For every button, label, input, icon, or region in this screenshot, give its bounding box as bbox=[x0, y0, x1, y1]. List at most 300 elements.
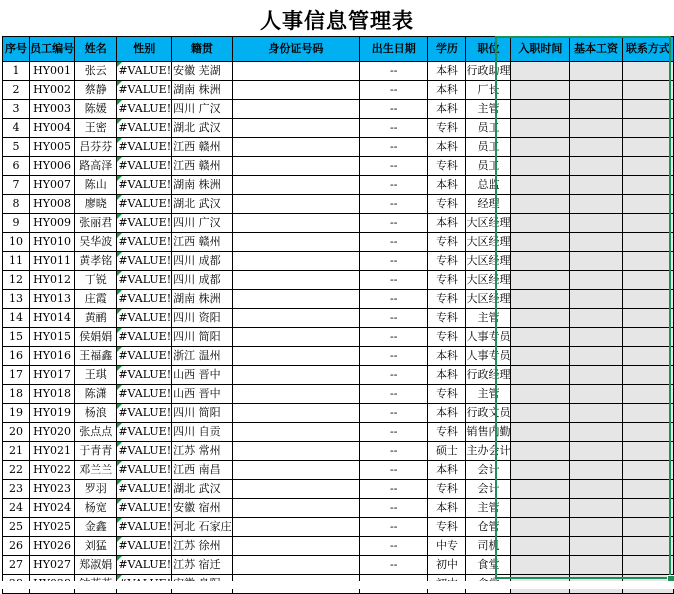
table-cell[interactable]: -- bbox=[360, 157, 428, 176]
table-cell[interactable]: HY014 bbox=[30, 309, 75, 328]
table-cell[interactable]: 专科 bbox=[428, 290, 466, 309]
table-cell[interactable]: -- bbox=[360, 347, 428, 366]
table-cell[interactable]: #VALUE! bbox=[117, 81, 172, 100]
table-cell[interactable] bbox=[232, 62, 359, 81]
table-cell[interactable]: 27 bbox=[3, 556, 30, 575]
table-cell[interactable]: 17 bbox=[3, 366, 30, 385]
column-header[interactable]: 职位 bbox=[466, 37, 511, 62]
table-cell[interactable]: 山西 晋中 bbox=[172, 385, 233, 404]
table-cell[interactable]: -- bbox=[360, 252, 428, 271]
table-cell[interactable]: -- bbox=[360, 214, 428, 233]
table-cell[interactable] bbox=[622, 233, 673, 252]
table-cell[interactable] bbox=[511, 537, 570, 556]
table-cell[interactable]: HY008 bbox=[30, 195, 75, 214]
table-cell[interactable] bbox=[622, 62, 673, 81]
table-cell[interactable] bbox=[570, 404, 623, 423]
table-cell[interactable]: 主管 bbox=[466, 499, 511, 518]
column-header[interactable]: 序号 bbox=[3, 37, 30, 62]
table-cell[interactable]: 张点点 bbox=[75, 423, 117, 442]
table-cell[interactable]: #VALUE! bbox=[117, 309, 172, 328]
column-header[interactable]: 性别 bbox=[117, 37, 172, 62]
table-cell[interactable]: HY017 bbox=[30, 366, 75, 385]
column-header[interactable]: 出生日期 bbox=[360, 37, 428, 62]
table-cell[interactable]: 26 bbox=[3, 537, 30, 556]
table-cell[interactable] bbox=[622, 461, 673, 480]
table-cell[interactable]: 专科 bbox=[428, 328, 466, 347]
table-cell[interactable]: 23 bbox=[3, 480, 30, 499]
table-cell[interactable]: 食堂 bbox=[466, 556, 511, 575]
table-cell[interactable]: 22 bbox=[3, 461, 30, 480]
table-cell[interactable]: 员工 bbox=[466, 157, 511, 176]
table-cell[interactable]: 本科 bbox=[428, 366, 466, 385]
table-cell[interactable]: 路高泽 bbox=[75, 157, 117, 176]
table-cell[interactable] bbox=[570, 100, 623, 119]
table-cell[interactable] bbox=[570, 119, 623, 138]
table-cell[interactable] bbox=[622, 385, 673, 404]
table-cell[interactable] bbox=[232, 252, 359, 271]
table-cell[interactable]: 江苏 宿迁 bbox=[172, 556, 233, 575]
table-cell[interactable]: 丁锐 bbox=[75, 271, 117, 290]
table-cell[interactable] bbox=[232, 347, 359, 366]
table-cell[interactable] bbox=[232, 309, 359, 328]
table-cell[interactable] bbox=[511, 461, 570, 480]
table-cell[interactable]: #VALUE! bbox=[117, 499, 172, 518]
table-cell[interactable] bbox=[570, 480, 623, 499]
table-cell[interactable]: 司机 bbox=[466, 537, 511, 556]
table-cell[interactable]: HY016 bbox=[30, 347, 75, 366]
table-cell[interactable] bbox=[622, 100, 673, 119]
table-cell[interactable] bbox=[232, 537, 359, 556]
table-cell[interactable] bbox=[622, 214, 673, 233]
table-cell[interactable]: HY023 bbox=[30, 480, 75, 499]
table-cell[interactable]: 吕芬芬 bbox=[75, 138, 117, 157]
table-cell[interactable] bbox=[570, 518, 623, 537]
table-cell[interactable]: 安徽 芜湖 bbox=[172, 62, 233, 81]
table-cell[interactable] bbox=[511, 100, 570, 119]
table-cell[interactable]: #VALUE! bbox=[117, 252, 172, 271]
table-cell[interactable] bbox=[232, 385, 359, 404]
table-cell[interactable]: 硕士 bbox=[428, 442, 466, 461]
table-cell[interactable]: 本科 bbox=[428, 214, 466, 233]
column-header[interactable]: 员工编号 bbox=[30, 37, 75, 62]
table-cell[interactable] bbox=[232, 81, 359, 100]
table-cell[interactable]: 行政助理 bbox=[466, 62, 511, 81]
table-cell[interactable]: -- bbox=[360, 366, 428, 385]
table-cell[interactable]: #VALUE! bbox=[117, 176, 172, 195]
table-cell[interactable] bbox=[511, 252, 570, 271]
table-cell[interactable] bbox=[622, 537, 673, 556]
table-cell[interactable] bbox=[232, 271, 359, 290]
table-cell[interactable] bbox=[511, 309, 570, 328]
table-cell[interactable] bbox=[570, 442, 623, 461]
table-cell[interactable]: -- bbox=[360, 309, 428, 328]
table-cell[interactable] bbox=[622, 328, 673, 347]
table-cell[interactable]: HY025 bbox=[30, 518, 75, 537]
column-header[interactable]: 姓名 bbox=[75, 37, 117, 62]
table-cell[interactable]: 4 bbox=[3, 119, 30, 138]
table-cell[interactable] bbox=[511, 347, 570, 366]
table-cell[interactable]: HY009 bbox=[30, 214, 75, 233]
table-cell[interactable]: -- bbox=[360, 423, 428, 442]
table-cell[interactable]: 侯娟娟 bbox=[75, 328, 117, 347]
column-header[interactable]: 联系方式 bbox=[622, 37, 673, 62]
table-cell[interactable]: 6 bbox=[3, 157, 30, 176]
table-cell[interactable]: 四川 资阳 bbox=[172, 309, 233, 328]
table-cell[interactable]: 本科 bbox=[428, 62, 466, 81]
table-cell[interactable]: 湖南 株洲 bbox=[172, 290, 233, 309]
table-cell[interactable] bbox=[570, 499, 623, 518]
table-cell[interactable] bbox=[511, 290, 570, 309]
table-cell[interactable]: 本科 bbox=[428, 81, 466, 100]
table-cell[interactable] bbox=[622, 290, 673, 309]
table-cell[interactable]: HY007 bbox=[30, 176, 75, 195]
table-cell[interactable] bbox=[570, 347, 623, 366]
table-cell[interactable]: #VALUE! bbox=[117, 138, 172, 157]
table-cell[interactable] bbox=[511, 81, 570, 100]
table-cell[interactable]: 安徽 宿州 bbox=[172, 499, 233, 518]
table-cell[interactable] bbox=[570, 423, 623, 442]
table-cell[interactable]: #VALUE! bbox=[117, 195, 172, 214]
table-cell[interactable]: 主管 bbox=[466, 385, 511, 404]
table-cell[interactable] bbox=[570, 62, 623, 81]
table-cell[interactable] bbox=[511, 366, 570, 385]
table-cell[interactable]: HY010 bbox=[30, 233, 75, 252]
table-cell[interactable]: 10 bbox=[3, 233, 30, 252]
table-cell[interactable]: -- bbox=[360, 119, 428, 138]
table-cell[interactable]: 中专 bbox=[428, 537, 466, 556]
table-cell[interactable]: 仓管 bbox=[466, 518, 511, 537]
table-cell[interactable]: HY005 bbox=[30, 138, 75, 157]
table-cell[interactable] bbox=[232, 328, 359, 347]
table-cell[interactable]: -- bbox=[360, 138, 428, 157]
table-cell[interactable]: 专科 bbox=[428, 233, 466, 252]
table-cell[interactable] bbox=[511, 442, 570, 461]
table-cell[interactable]: 销售内勤 bbox=[466, 423, 511, 442]
table-cell[interactable] bbox=[570, 385, 623, 404]
table-cell[interactable]: 廖晓 bbox=[75, 195, 117, 214]
table-cell[interactable]: 蔡静 bbox=[75, 81, 117, 100]
table-cell[interactable]: 江苏 常州 bbox=[172, 442, 233, 461]
table-cell[interactable]: 行政文员 bbox=[466, 404, 511, 423]
table-cell[interactable]: -- bbox=[360, 461, 428, 480]
table-cell[interactable] bbox=[570, 233, 623, 252]
table-cell[interactable]: 湖北 武汉 bbox=[172, 480, 233, 499]
table-cell[interactable]: HY011 bbox=[30, 252, 75, 271]
column-header[interactable]: 基本工资 bbox=[570, 37, 623, 62]
table-cell[interactable] bbox=[232, 290, 359, 309]
table-cell[interactable]: #VALUE! bbox=[117, 214, 172, 233]
table-cell[interactable] bbox=[622, 119, 673, 138]
table-cell[interactable]: -- bbox=[360, 62, 428, 81]
table-cell[interactable] bbox=[232, 214, 359, 233]
table-cell[interactable] bbox=[570, 157, 623, 176]
table-cell[interactable]: #VALUE! bbox=[117, 271, 172, 290]
table-cell[interactable] bbox=[511, 404, 570, 423]
table-cell[interactable]: 庄霞 bbox=[75, 290, 117, 309]
table-cell[interactable] bbox=[232, 423, 359, 442]
table-cell[interactable]: 会计 bbox=[466, 480, 511, 499]
table-cell[interactable] bbox=[511, 195, 570, 214]
table-cell[interactable]: 19 bbox=[3, 404, 30, 423]
table-cell[interactable]: 专科 bbox=[428, 518, 466, 537]
table-cell[interactable] bbox=[622, 271, 673, 290]
table-cell[interactable] bbox=[570, 537, 623, 556]
table-cell[interactable]: #VALUE! bbox=[117, 328, 172, 347]
table-cell[interactable]: 刘猛 bbox=[75, 537, 117, 556]
table-cell[interactable]: -- bbox=[360, 499, 428, 518]
table-cell[interactable]: HY001 bbox=[30, 62, 75, 81]
column-header[interactable]: 籍贯 bbox=[172, 37, 233, 62]
table-cell[interactable] bbox=[232, 461, 359, 480]
table-cell[interactable] bbox=[570, 81, 623, 100]
table-cell[interactable] bbox=[622, 518, 673, 537]
table-cell[interactable]: -- bbox=[360, 271, 428, 290]
table-cell[interactable] bbox=[511, 138, 570, 157]
table-cell[interactable]: #VALUE! bbox=[117, 290, 172, 309]
table-cell[interactable]: 3 bbox=[3, 100, 30, 119]
table-cell[interactable]: 初中 bbox=[428, 556, 466, 575]
table-cell[interactable] bbox=[232, 233, 359, 252]
table-cell[interactable]: #VALUE! bbox=[117, 366, 172, 385]
table-cell[interactable] bbox=[511, 556, 570, 575]
table-cell[interactable]: 湖北 武汉 bbox=[172, 195, 233, 214]
table-cell[interactable]: 本科 bbox=[428, 404, 466, 423]
table-cell[interactable] bbox=[511, 176, 570, 195]
table-cell[interactable] bbox=[622, 442, 673, 461]
table-cell[interactable]: 山西 晋中 bbox=[172, 366, 233, 385]
table-cell[interactable]: 本科 bbox=[428, 176, 466, 195]
table-cell[interactable]: HY012 bbox=[30, 271, 75, 290]
table-cell[interactable] bbox=[570, 556, 623, 575]
table-cell[interactable] bbox=[511, 62, 570, 81]
table-cell[interactable] bbox=[570, 176, 623, 195]
table-cell[interactable]: -- bbox=[360, 290, 428, 309]
table-cell[interactable] bbox=[511, 499, 570, 518]
table-cell[interactable]: 5 bbox=[3, 138, 30, 157]
table-cell[interactable]: 专科 bbox=[428, 157, 466, 176]
table-cell[interactable]: 专科 bbox=[428, 195, 466, 214]
column-header[interactable]: 入职时间 bbox=[511, 37, 570, 62]
table-cell[interactable] bbox=[622, 423, 673, 442]
table-cell[interactable]: 9 bbox=[3, 214, 30, 233]
table-cell[interactable] bbox=[570, 195, 623, 214]
table-cell[interactable] bbox=[232, 404, 359, 423]
table-cell[interactable]: #VALUE! bbox=[117, 461, 172, 480]
table-cell[interactable]: 杨浪 bbox=[75, 404, 117, 423]
table-cell[interactable] bbox=[622, 81, 673, 100]
table-cell[interactable]: 江西 南昌 bbox=[172, 461, 233, 480]
table-cell[interactable] bbox=[511, 423, 570, 442]
table-cell[interactable]: -- bbox=[360, 404, 428, 423]
table-cell[interactable]: #VALUE! bbox=[117, 423, 172, 442]
table-cell[interactable]: 专科 bbox=[428, 480, 466, 499]
table-cell[interactable] bbox=[622, 309, 673, 328]
table-cell[interactable]: -- bbox=[360, 556, 428, 575]
table-cell[interactable]: 王密 bbox=[75, 119, 117, 138]
table-cell[interactable] bbox=[232, 499, 359, 518]
table-cell[interactable]: 四川 广汉 bbox=[172, 214, 233, 233]
table-cell[interactable]: 人事专员 bbox=[466, 328, 511, 347]
table-cell[interactable]: #VALUE! bbox=[117, 347, 172, 366]
table-cell[interactable]: -- bbox=[360, 537, 428, 556]
table-cell[interactable] bbox=[511, 480, 570, 499]
table-cell[interactable]: 大区经理 bbox=[466, 233, 511, 252]
table-cell[interactable] bbox=[570, 271, 623, 290]
table-cell[interactable]: 四川 成都 bbox=[172, 271, 233, 290]
table-cell[interactable] bbox=[622, 347, 673, 366]
table-cell[interactable]: 专科 bbox=[428, 309, 466, 328]
table-cell[interactable]: #VALUE! bbox=[117, 233, 172, 252]
table-cell[interactable]: 陈潇 bbox=[75, 385, 117, 404]
table-cell[interactable]: 专科 bbox=[428, 385, 466, 404]
table-cell[interactable]: 21 bbox=[3, 442, 30, 461]
table-cell[interactable]: 金鑫 bbox=[75, 518, 117, 537]
table-cell[interactable]: -- bbox=[360, 442, 428, 461]
table-cell[interactable]: HY022 bbox=[30, 461, 75, 480]
table-cell[interactable]: 2 bbox=[3, 81, 30, 100]
table-cell[interactable] bbox=[622, 366, 673, 385]
table-cell[interactable]: 黄孝铭 bbox=[75, 252, 117, 271]
table-cell[interactable]: 行政经理 bbox=[466, 366, 511, 385]
table-cell[interactable]: 专科 bbox=[428, 119, 466, 138]
table-cell[interactable]: 主管 bbox=[466, 100, 511, 119]
table-cell[interactable]: 陈山 bbox=[75, 176, 117, 195]
table-cell[interactable]: 本科 bbox=[428, 138, 466, 157]
table-cell[interactable]: -- bbox=[360, 176, 428, 195]
table-cell[interactable] bbox=[622, 252, 673, 271]
table-cell[interactable]: HY021 bbox=[30, 442, 75, 461]
table-cell[interactable]: -- bbox=[360, 385, 428, 404]
table-cell[interactable]: 1 bbox=[3, 62, 30, 81]
table-cell[interactable]: 13 bbox=[3, 290, 30, 309]
table-cell[interactable]: HY019 bbox=[30, 404, 75, 423]
table-cell[interactable]: 江西 赣州 bbox=[172, 157, 233, 176]
table-cell[interactable]: -- bbox=[360, 233, 428, 252]
table-cell[interactable]: 大区经理 bbox=[466, 252, 511, 271]
table-cell[interactable]: 大区经理 bbox=[466, 214, 511, 233]
table-cell[interactable]: 16 bbox=[3, 347, 30, 366]
table-cell[interactable]: HY026 bbox=[30, 537, 75, 556]
table-cell[interactable] bbox=[570, 214, 623, 233]
table-cell[interactable] bbox=[232, 176, 359, 195]
table-cell[interactable] bbox=[570, 138, 623, 157]
table-cell[interactable]: HY018 bbox=[30, 385, 75, 404]
table-cell[interactable]: 7 bbox=[3, 176, 30, 195]
table-cell[interactable]: 经理 bbox=[466, 195, 511, 214]
table-cell[interactable]: #VALUE! bbox=[117, 404, 172, 423]
table-cell[interactable]: 河北 石家庄 bbox=[172, 518, 233, 537]
table-cell[interactable] bbox=[511, 214, 570, 233]
table-cell[interactable] bbox=[232, 480, 359, 499]
table-cell[interactable]: 本科 bbox=[428, 461, 466, 480]
table-cell[interactable]: #VALUE! bbox=[117, 442, 172, 461]
table-cell[interactable]: 15 bbox=[3, 328, 30, 347]
table-cell[interactable]: 郑淑娟 bbox=[75, 556, 117, 575]
table-cell[interactable]: 湖北 武汉 bbox=[172, 119, 233, 138]
table-cell[interactable]: #VALUE! bbox=[117, 480, 172, 499]
table-cell[interactable] bbox=[232, 442, 359, 461]
table-cell[interactable] bbox=[570, 252, 623, 271]
table-cell[interactable] bbox=[232, 157, 359, 176]
table-cell[interactable] bbox=[622, 195, 673, 214]
table-cell[interactable] bbox=[232, 366, 359, 385]
table-cell[interactable] bbox=[232, 100, 359, 119]
table-cell[interactable]: 本科 bbox=[428, 347, 466, 366]
table-cell[interactable]: -- bbox=[360, 480, 428, 499]
table-cell[interactable] bbox=[622, 176, 673, 195]
table-cell[interactable]: 专科 bbox=[428, 423, 466, 442]
table-cell[interactable] bbox=[570, 290, 623, 309]
table-cell[interactable]: 本科 bbox=[428, 100, 466, 119]
table-cell[interactable]: 浙江 温州 bbox=[172, 347, 233, 366]
table-cell[interactable]: 江西 赣州 bbox=[172, 233, 233, 252]
table-cell[interactable]: #VALUE! bbox=[117, 518, 172, 537]
table-cell[interactable] bbox=[511, 328, 570, 347]
table-cell[interactable]: 湖南 株洲 bbox=[172, 176, 233, 195]
table-cell[interactable] bbox=[232, 518, 359, 537]
table-cell[interactable] bbox=[622, 138, 673, 157]
table-cell[interactable]: -- bbox=[360, 518, 428, 537]
table-cell[interactable]: 专科 bbox=[428, 271, 466, 290]
table-cell[interactable] bbox=[232, 138, 359, 157]
table-cell[interactable] bbox=[511, 271, 570, 290]
table-cell[interactable]: 王福鑫 bbox=[75, 347, 117, 366]
table-cell[interactable]: HY020 bbox=[30, 423, 75, 442]
table-cell[interactable]: HY024 bbox=[30, 499, 75, 518]
table-cell[interactable]: 24 bbox=[3, 499, 30, 518]
table-cell[interactable]: 王琪 bbox=[75, 366, 117, 385]
table-cell[interactable]: HY027 bbox=[30, 556, 75, 575]
table-cell[interactable]: 江西 赣州 bbox=[172, 138, 233, 157]
table-cell[interactable] bbox=[511, 157, 570, 176]
table-cell[interactable] bbox=[622, 157, 673, 176]
table-cell[interactable]: #VALUE! bbox=[117, 62, 172, 81]
table-cell[interactable] bbox=[232, 195, 359, 214]
table-cell[interactable]: 张丽君 bbox=[75, 214, 117, 233]
table-cell[interactable]: -- bbox=[360, 328, 428, 347]
table-cell[interactable]: 江苏 徐州 bbox=[172, 537, 233, 556]
table-cell[interactable]: -- bbox=[360, 100, 428, 119]
table-cell[interactable]: 四川 简阳 bbox=[172, 328, 233, 347]
table-cell[interactable] bbox=[232, 119, 359, 138]
table-cell[interactable]: 会计 bbox=[466, 461, 511, 480]
table-cell[interactable]: 本科 bbox=[428, 499, 466, 518]
table-cell[interactable]: 四川 成都 bbox=[172, 252, 233, 271]
table-cell[interactable]: 吴华波 bbox=[75, 233, 117, 252]
table-cell[interactable] bbox=[511, 233, 570, 252]
table-cell[interactable] bbox=[511, 119, 570, 138]
table-cell[interactable]: 四川 自贡 bbox=[172, 423, 233, 442]
table-cell[interactable]: 杨宽 bbox=[75, 499, 117, 518]
table-cell[interactable]: 黄鹂 bbox=[75, 309, 117, 328]
table-cell[interactable] bbox=[622, 480, 673, 499]
table-cell[interactable]: #VALUE! bbox=[117, 157, 172, 176]
table-cell[interactable]: #VALUE! bbox=[117, 556, 172, 575]
table-cell[interactable]: 员工 bbox=[466, 138, 511, 157]
table-cell[interactable] bbox=[570, 309, 623, 328]
column-header[interactable]: 身份证号码 bbox=[232, 37, 359, 62]
table-cell[interactable]: 25 bbox=[3, 518, 30, 537]
table-cell[interactable]: #VALUE! bbox=[117, 385, 172, 404]
table-cell[interactable]: #VALUE! bbox=[117, 119, 172, 138]
table-cell[interactable]: HY004 bbox=[30, 119, 75, 138]
table-cell[interactable]: 陈媛 bbox=[75, 100, 117, 119]
table-cell[interactable]: 14 bbox=[3, 309, 30, 328]
table-cell[interactable] bbox=[232, 556, 359, 575]
table-cell[interactable]: #VALUE! bbox=[117, 100, 172, 119]
table-cell[interactable]: 人事专员 bbox=[466, 347, 511, 366]
table-cell[interactable] bbox=[570, 366, 623, 385]
